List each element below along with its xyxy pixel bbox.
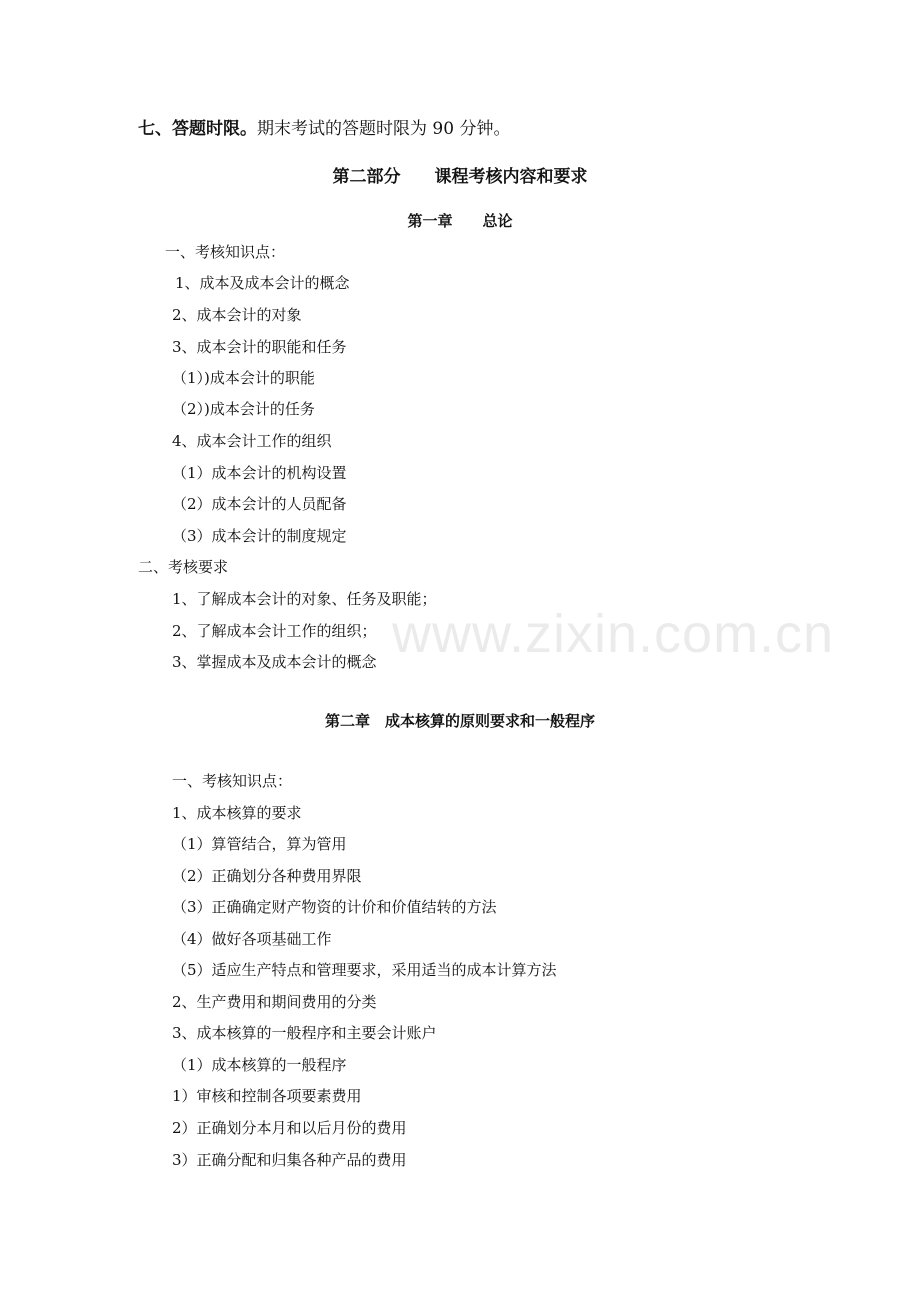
ch2-line: 2）正确划分本月和以后月份的费用 [172, 1119, 407, 1137]
ch1-line: （1）)成本会计的职能 [172, 369, 315, 387]
part-2-heading: 第二部分 课程考核内容和要求 [332, 167, 588, 187]
chapter-1-heading: 第一章 总论 [407, 212, 513, 230]
ch1-line: 3、成本会计的职能和任务 [172, 338, 347, 356]
section-7-title: 答题时限。 [172, 119, 257, 139]
ch2-line: （3）正确确定财产物资的计价和价值结转的方法 [172, 898, 497, 916]
ch1-line: 1、了解成本会计的对象、任务及职能； [172, 590, 437, 608]
section-7-line [138, 118, 510, 140]
chapter-2-heading: 第二章 成本核算的原则要求和一般程序 [324, 712, 595, 730]
ch2-line: 3、成本核算的一般程序和主要会计账户 [172, 1024, 437, 1042]
ch2-line: 一、考核知识点： [172, 772, 293, 790]
ch1-line: 一、考核知识点： [165, 243, 286, 261]
ch1-line: （1）成本会计的机构设置 [172, 464, 347, 482]
ch2-line: 1、成本核算的要求 [172, 804, 302, 822]
ch2-line: （2）正确划分各种费用界限 [172, 867, 362, 885]
ch2-line: （1）算管结合，算为管用 [172, 835, 347, 853]
ch1-line: 1、成本及成本会计的概念 [175, 274, 350, 292]
watermark: www.zixin.com.cn [392, 604, 835, 664]
ch1-line: 2、了解成本会计工作的组织； [172, 622, 377, 640]
ch2-line: （4）做好各项基础工作 [172, 930, 332, 948]
ch2-line: 1）审核和控制各项要素费用 [172, 1087, 362, 1105]
ch1-line: 2、成本会计的对象 [172, 306, 302, 324]
ch1-line: 4、成本会计工作的组织 [172, 432, 332, 450]
section-7-text: 期末考试的答题时限为 90 分钟。 [257, 119, 511, 139]
section-7-label: 七、 [138, 119, 172, 139]
ch1-line: （2）成本会计的人员配备 [172, 495, 347, 513]
ch2-line: （5）适应生产特点和管理要求，采用适当的成本计算方法 [172, 961, 557, 979]
ch2-line: 2、生产费用和期间费用的分类 [172, 993, 377, 1011]
ch1-line: 二、考核要求 [138, 558, 229, 576]
ch1-line: （2）)成本会计的任务 [172, 400, 315, 418]
ch1-line: （3）成本会计的制度规定 [172, 527, 347, 545]
ch1-line: 3、掌握成本及成本会计的概念 [172, 653, 377, 671]
ch2-line: （1）成本核算的一般程序 [172, 1056, 347, 1074]
ch2-line: 3）正确分配和归集各种产品的费用 [172, 1151, 407, 1169]
